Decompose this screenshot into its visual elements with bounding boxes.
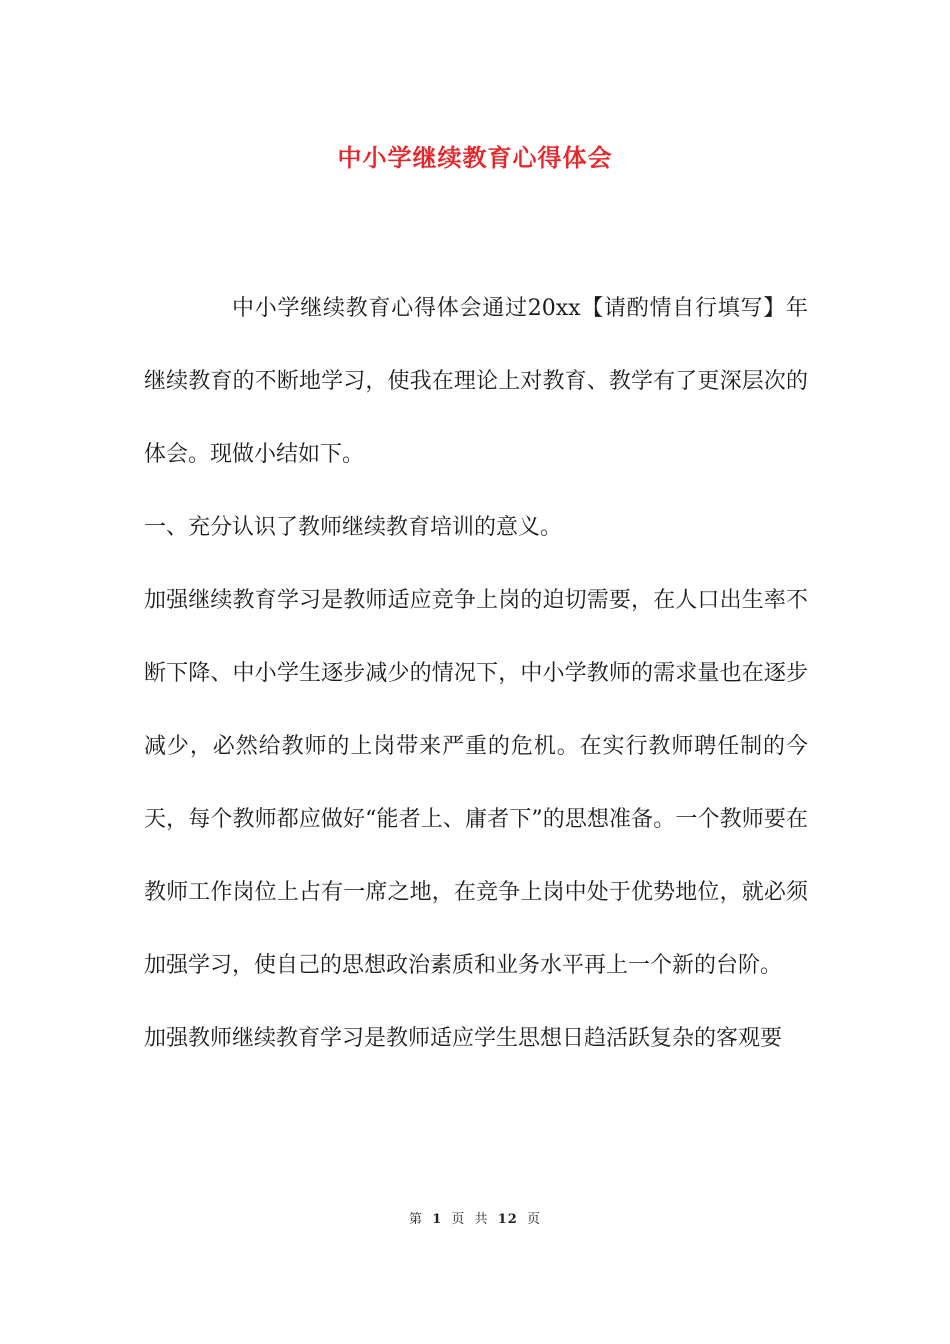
footer-total-word: 共 (474, 1212, 489, 1227)
page-footer (0, 1208, 950, 1227)
paragraph-competition: 加强继续教育学习是教师适应竞争上岗的迫切需要，在人口出生率不断下降、中小学生逐步减少的情况下，中小学教师的需求量也在逐步减少，必然给教师的上岗带来严重的危机。在实行教师聘任制的今天，每个教师都应做好“能者上、庸者下”的思想准备。一个教师要在教师工作岗位上占有一席之地，在竞争上岗中处于优势地位，就必须加强学习，使自己的思想政治素质和业务水平再上一个新的台阶。 (144, 588, 808, 978)
footer-total-pages: 12 (497, 1212, 518, 1227)
footer-prefix: 第 (409, 1212, 424, 1227)
document-title: 中小学继续教育心得体会 (337, 143, 613, 172)
footer-page-word: 页 (451, 1212, 466, 1227)
footer-page-number: 1 (432, 1212, 443, 1227)
paragraph-students: 加强教师继续教育学习是教师适应学生思想日趋活跃复杂的客观要 (144, 1026, 783, 1051)
section-heading-1: 一、充分认识了教师继续教育培训的意义。 (144, 515, 563, 540)
paragraph-intro: 中小学继续教育心得体会通过20xx【请酌情自行填写】年继续教育的不断地学习，使我在理论上对教育、教学有了更深层次的体会。现做小结如下。 (144, 296, 808, 467)
document-body (144, 272, 808, 1075)
footer-suffix: 页 (526, 1212, 541, 1227)
